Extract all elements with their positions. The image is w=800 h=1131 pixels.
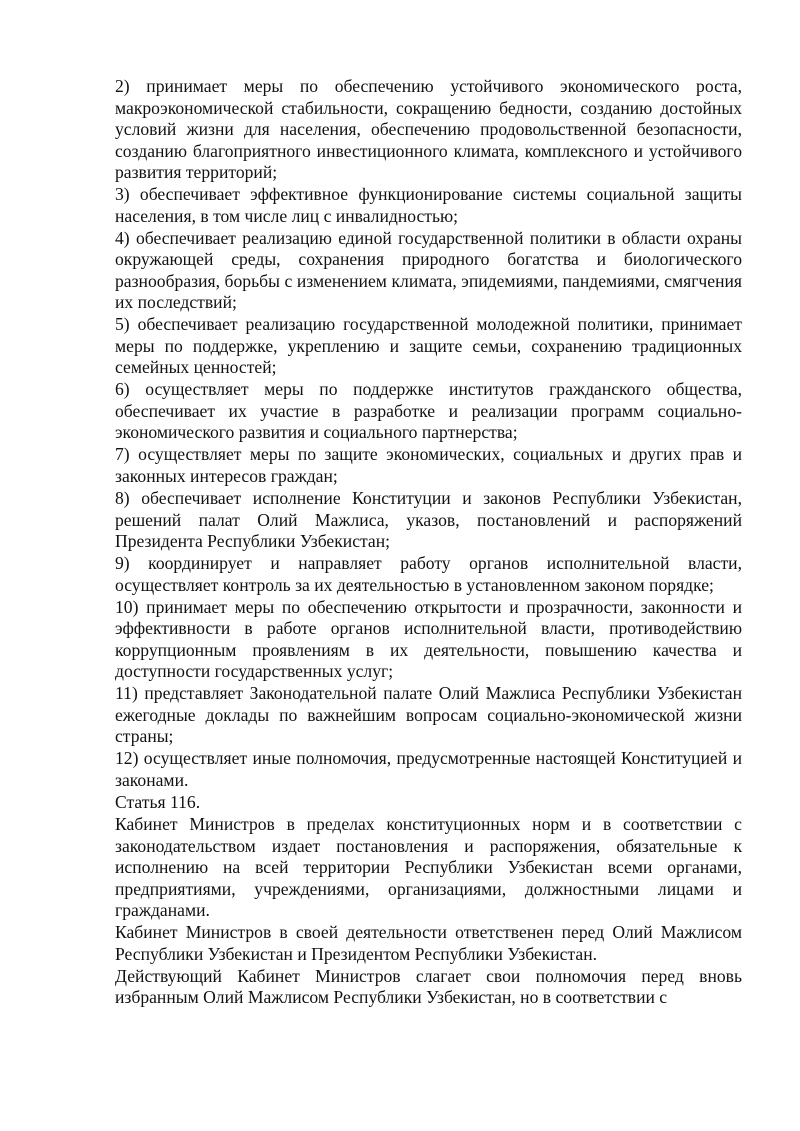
- paragraph-item-5: 5) обеспечивает реализацию государственной молодежной политики, принимает меры по поддержке, укреплению и защите семьи, сохранению традиционных семейных ценностей;: [115, 314, 742, 378]
- paragraph-item-7: 7) осуществляет меры по защите экономических, социальных и других прав и законных интересов граждан;: [115, 444, 742, 486]
- paragraph-item-8: 8) обеспечивает исполнение Конституции и законов Республики Узбекистан, решений палат Олий Мажлиса, указов, постановлений и распоряжений Президента Республики Узбекистан;: [115, 488, 742, 552]
- paragraph-item-10: 10) принимает меры по обеспечению открытости и прозрачности, законности и эффективности в работе органов исполнительной власти, противодействию коррупционным проявлениям в их деятельности, повышению качества и доступности государственных услуг;: [115, 596, 742, 682]
- article-paragraph-2: Кабинет Министров в своей деятельности ответственен перед Олий Мажлисом Республики Узбекистан и Президентом Республики Узбекистан.: [115, 922, 742, 964]
- paragraph-item-12: 12) осуществляет иные полномочия, предусмотренные настоящей Конституцией и законами.: [115, 748, 742, 790]
- paragraph-item-2: 2) принимает меры по обеспечению устойчивого экономического роста, макроэкономической стабильности, сокращению бедности, созданию достойных условий жизни для населения, обеспечению продовольственной безопасности, созданию благоприятного инвестиционного климата, комплексного и устойчивого развития территорий;: [115, 76, 742, 182]
- article-heading: Статья 116.: [115, 792, 201, 813]
- article-paragraph-3: Действующий Кабинет Министров слагает свои полномочия перед вновь избранным Олий Мажлисом Республики Узбекистан, но в соответствии с: [115, 965, 742, 1008]
- article-paragraph-1: Кабинет Министров в пределах конституционных норм и в соответствии с законодательством издает постановления и распоряжения, обязательные к исполнению на всей территории Республики Узбекистан всеми органами, предприятиями, учреждениями, организациями, должностными лицами и гражданами.: [115, 814, 742, 921]
- paragraph-item-3: 3) обеспечивает эффективное функционирование системы социальной защиты населения, в том числе лиц с инвалидностью;: [115, 184, 742, 226]
- paragraph-item-9: 9) координирует и направляет работу органов исполнительной власти, осуществляет контроль за их деятельностью в установленном законом порядке;: [115, 553, 742, 595]
- document-page: [115, 76, 742, 1009]
- paragraph-item-11: 11) представляет Законодательной палате Олий Мажлиса Республики Узбекистан ежегодные доклады по важнейшим вопросам социально-экономической жизни страны;: [115, 683, 742, 747]
- paragraph-item-4: 4) обеспечивает реализацию единой государственной политики в области охраны окружающей среды, сохранения природного богатства и биологического разнообразия, борьбы с изменением климата, эпидемиями, пандемиями, смягчения их последствий;: [115, 227, 742, 313]
- paragraph-item-6: 6) осуществляет меры по поддержке институтов гражданского общества, обеспечивает их участие в разработке и реализации программ социально-экономического развития и социального партнерства;: [115, 379, 742, 443]
